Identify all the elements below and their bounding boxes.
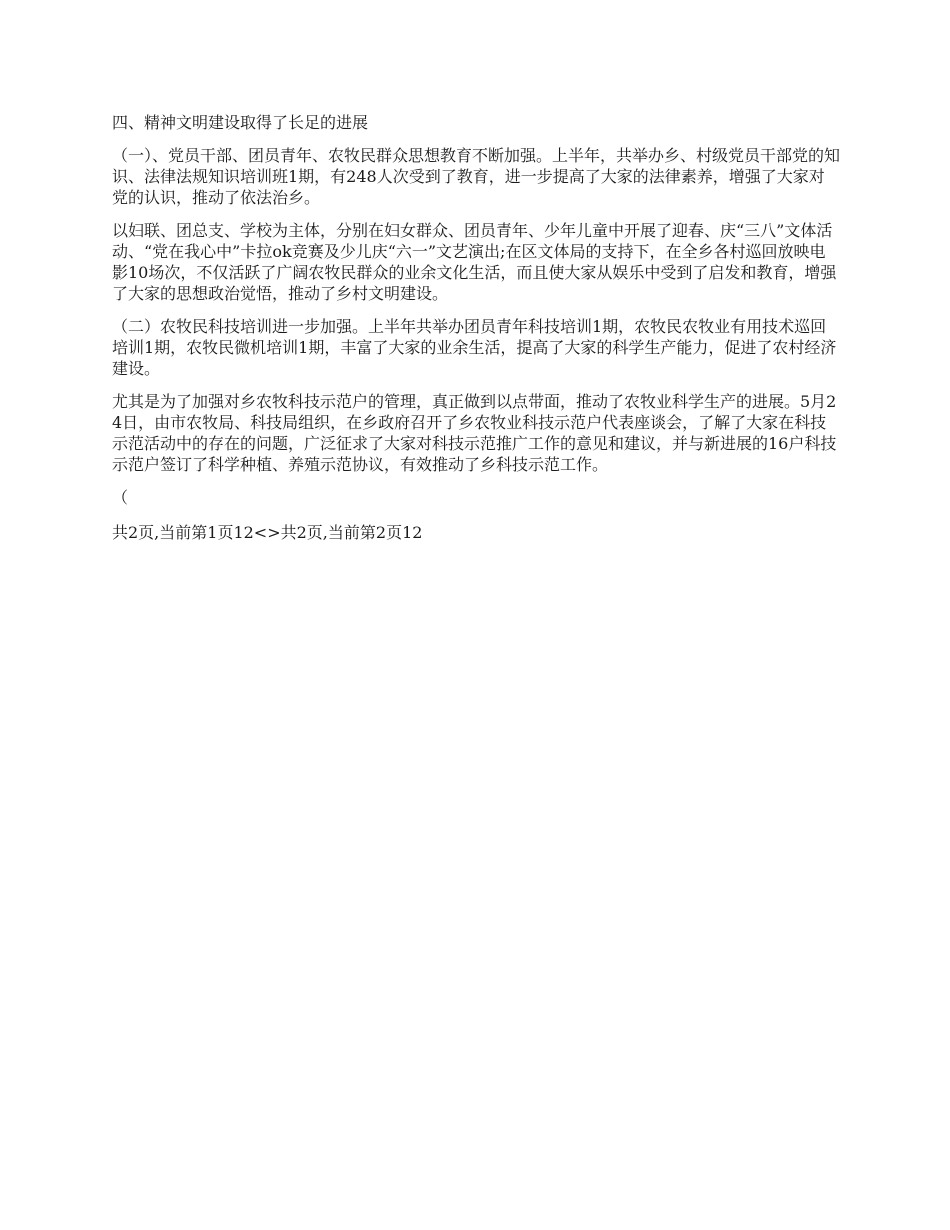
- paragraph-fragment: （: [112, 488, 129, 507]
- paragraph-cultural-activities: 以妇联、团总支、学校为主体，分别在妇女群众、团员青年、少年儿童中开展了迎春、庆“三八”文体活动、“党在我心中”卡拉ok竞赛及少儿庆“六一”文艺演出;在区文体局的支持下，在全乡各村巡回放映电影10场次，不仅活跃了广阔农牧民群众的业余文化生活，而且使大家从娱乐中受到了启发和教育，增强了大家的思想政治觉悟，推动了乡村文明建设。: [112, 221, 837, 303]
- section-heading: 四、精神文明建设取得了长足的进展: [112, 113, 369, 132]
- page-navigation[interactable]: 共2页,当前第1页12<>共2页,当前第2页12: [112, 523, 423, 542]
- paragraph-tech-training: （二）农牧民科技培训进一步加强。上半年共举办团员青年科技培训1期，农牧民农牧业有用技术巡回培训1期，农牧民微机培训1期，丰富了大家的业余生活，提高了大家的科学生产能力，促进了农村经济建设。: [112, 317, 837, 378]
- document-page: [112, 112, 840, 555]
- paragraph-demo-households: 尤其是为了加强对乡农牧科技示范户的管理，真正做到以点带面，推动了农牧业科学生产的进展。5月24日，由市农牧局、科技局组织，在乡政府召开了乡农牧业科技示范户代表座谈会，了解了大家在科技示范活动中的存在的问题，广泛征求了大家对科技示范推广工作的意见和建议，并与新进展的16户科技示范户签订了科学种植、养殖示范协议，有效推动了乡科技示范工作。: [112, 392, 837, 474]
- paragraph-party-education: （一）、党员干部、团员青年、农牧民群众思想教育不断加强。上半年，共举办乡、村级党员干部党的知识、法律法规知识培训班1期，有248人次受到了教育，进一步提高了大家的法律素养，增强了大家对党的认识，推动了依法治乡。: [112, 146, 841, 207]
